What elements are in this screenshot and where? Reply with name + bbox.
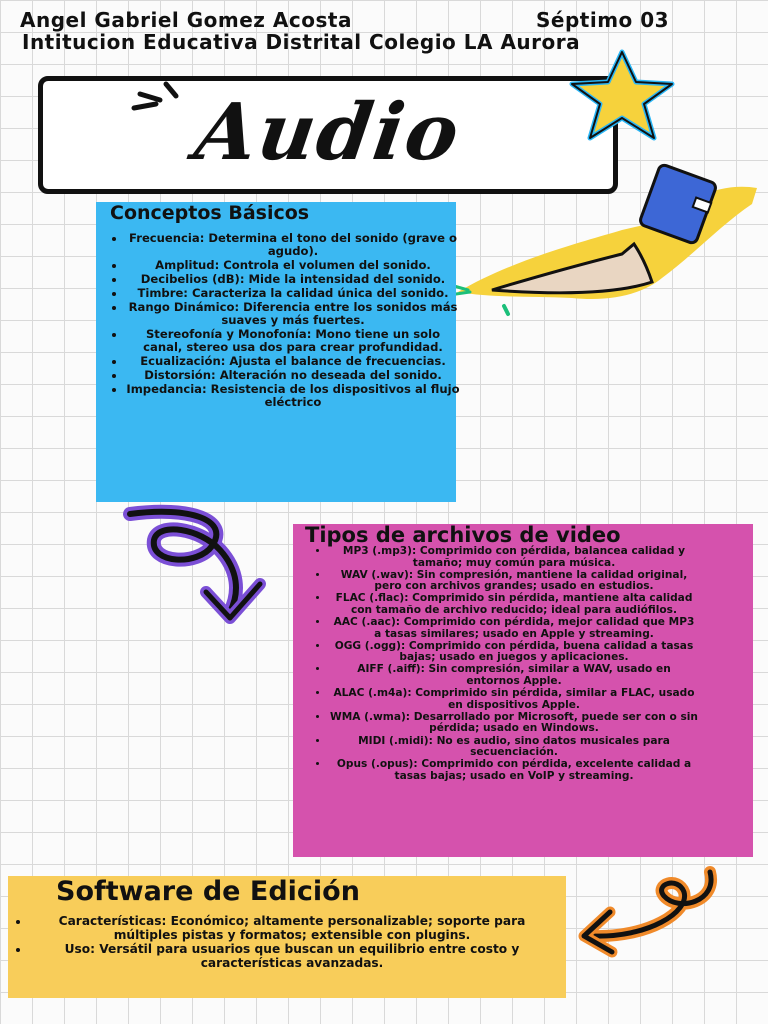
video-heading: Tipos de archivos de video (305, 523, 621, 547)
star-icon (562, 48, 692, 144)
list-item: • MP3 (.mp3): Comprimido con pérdida, balancea calidad y tamaño; muy común para música. (329, 546, 699, 569)
list-item: • Decibelios (dB): Mide la intensidad del sonido. (126, 273, 460, 286)
curly-arrow-icon (120, 500, 290, 630)
header-row (20, 8, 670, 32)
software-list (14, 914, 554, 970)
list-item: • Características: Económico; altamente personalizable; soporte para múltiples pistas y formatos; extensible con plugins. (30, 914, 554, 942)
list-item: • WMA (.wma): Desarrollado por Microsoft, puede ser con o sin pérdida; usado en Windows. (329, 712, 699, 735)
list-item: • AAC (.aac): Comprimido con pérdida, mejor calidad que MP3 a tasas similares; usado en Apple y streaming. (329, 617, 699, 640)
list-item: • ALAC (.m4a): Comprimido sin pérdida, similar a FLAC, usado en dispositivos Apple. (329, 688, 699, 711)
conceptos-panel (96, 202, 460, 502)
list-item: • Stereofonía y Monofonía: Mono tiene un solo canal, stereo usa dos para crear profundidad. (126, 328, 460, 354)
list-item: • Uso: Versátil para usuarios que buscan un equilibrio entre costo y características avanzadas. (30, 942, 554, 970)
list-item: • FLAC (.flac): Comprimido sin pérdida, mantiene alta calidad con tamaño de archivo reducido; ideal para audiófilos. (329, 593, 699, 616)
pointing-hand-icon (452, 160, 764, 320)
list-item: • Opus (.opus): Comprimido con pérdida, excelente calidad a tasas bajas; usado en VoIP y streaming. (329, 759, 699, 782)
list-item: • OGG (.ogg): Comprimido con pérdida, buena calidad a tasas bajas; usado en juegos y aplicaciones. (329, 641, 699, 664)
conceptos-list (108, 232, 460, 410)
list-item: • Ecualización: Ajusta el balance de frecuencias. (126, 355, 460, 368)
software-panel (8, 876, 566, 998)
list-item: • Amplitud: Controla el volumen del sonido. (126, 259, 460, 272)
student-grade: Séptimo 03 (536, 8, 670, 32)
list-item: • Timbre: Caracteriza la calidad única del sonido. (126, 287, 460, 300)
page-title: Audio (189, 87, 467, 178)
list-item: • Distorsión: Alteración no deseada del sonido. (126, 369, 460, 382)
list-item: • Rango Dinámico: Diferencia entre los sonidos más suaves y más fuertes. (126, 301, 460, 327)
school-name: Intitucion Educativa Distrital Colegio LA Aurora (22, 30, 581, 54)
conceptos-heading: Conceptos Básicos (110, 202, 310, 224)
curly-arrow-left-icon (568, 862, 728, 962)
list-item: • MIDI (.midi): No es audio, sino datos musicales para secuenciación. (329, 736, 699, 759)
list-item: • AIFF (.aiff): Sin compresión, similar a WAV, usado en entornos Apple. (329, 664, 699, 687)
student-name: Angel Gabriel Gomez Acosta (20, 8, 352, 32)
list-item: • WAV (.wav): Sin compresión, mantiene la calidad original, pero con archivos grandes; usado en estudios. (329, 570, 699, 593)
list-item: • Frecuencia: Determina el tono del sonido (grave o agudo). (126, 232, 460, 258)
list-item: • Impedancia: Resistencia de los dispositivos al flujo eléctrico (126, 383, 460, 409)
sparkle-lines-icon (126, 80, 196, 120)
video-list (315, 546, 699, 783)
video-panel (293, 524, 753, 857)
software-heading: Software de Edición (56, 876, 360, 907)
